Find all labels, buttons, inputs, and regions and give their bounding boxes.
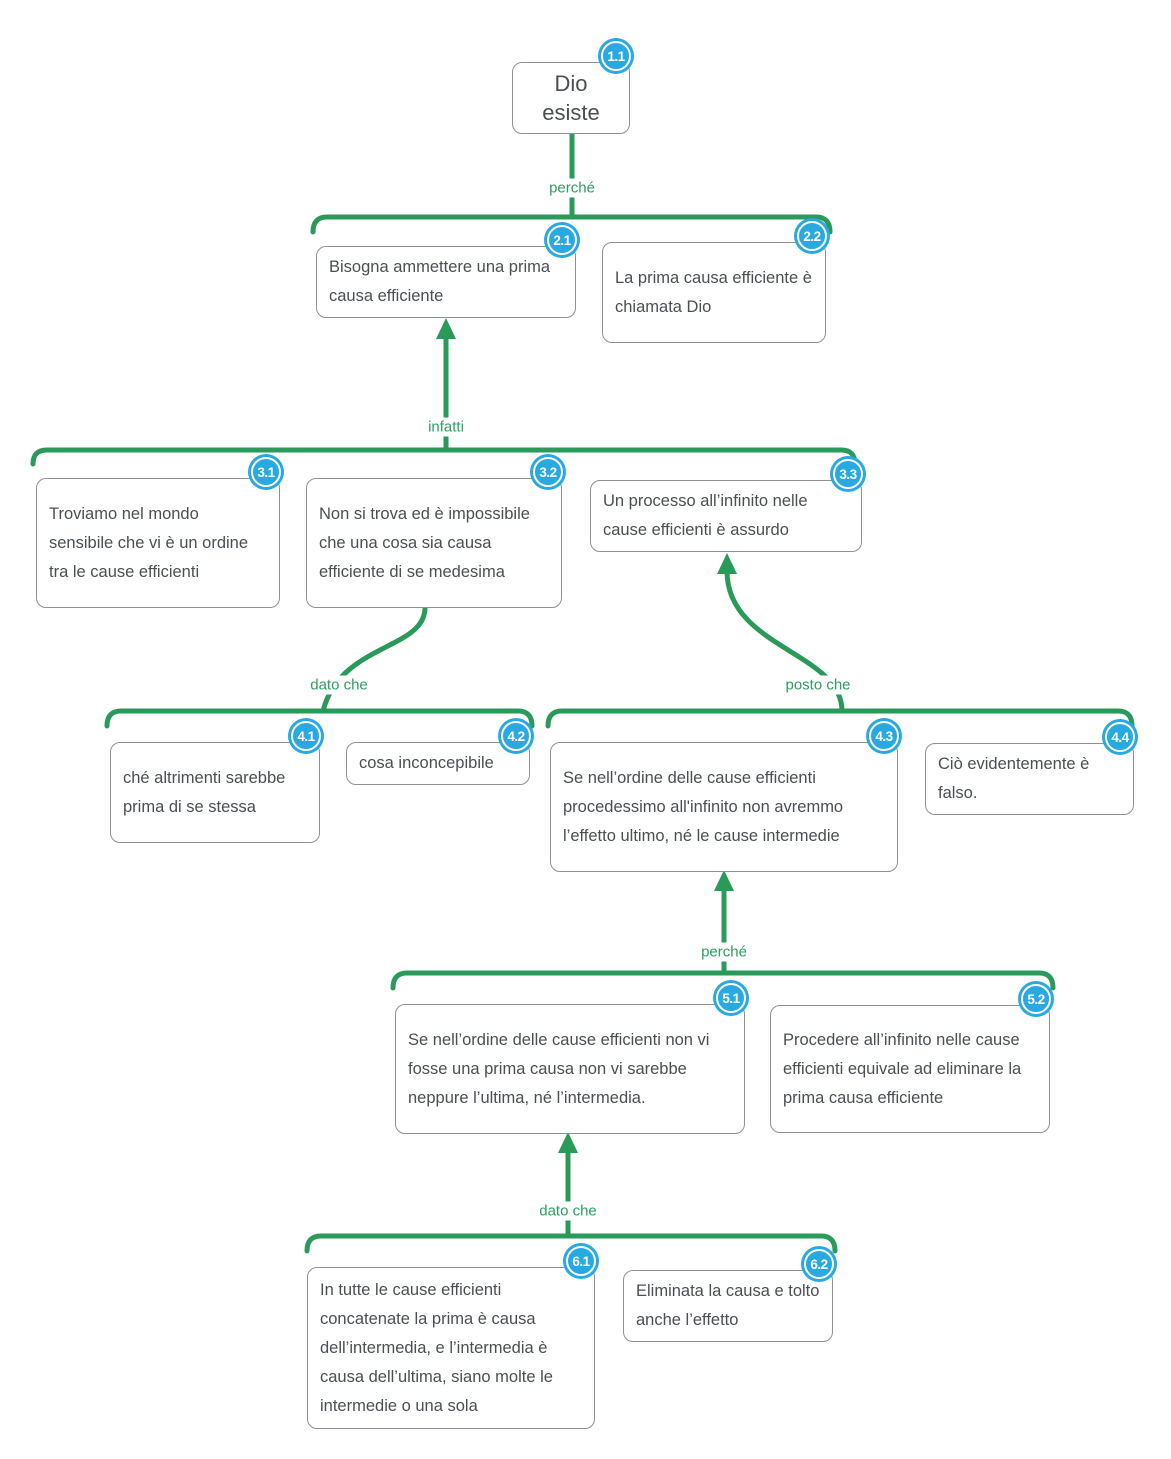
node-6-1-text: In tutte le cause efficienti concatenate la prima è causa dell’intermedia, e l’intermedia è causa dell’ultima, siano molte le intermedie o una sola xyxy=(320,1280,553,1415)
arrowhead-to-5-1 xyxy=(558,1132,578,1153)
node-5-1-text: Se nell’ordine delle cause efficienti non vi fosse una prima causa non vi sarebbe neppure l’ultima, né l’intermedia. xyxy=(408,1030,710,1107)
node-2-1-text: Bisogna ammettere una prima causa efficiente xyxy=(329,258,551,305)
node-2-1[interactable] xyxy=(316,232,576,318)
curve-dato-che-1 xyxy=(323,609,425,711)
arrowhead-to-2-1 xyxy=(436,318,456,339)
arrowhead-to-4-3 xyxy=(714,870,734,891)
node-4-2-text: cosa inconcepibile xyxy=(359,754,494,772)
node-5-2-badge: 5.2 xyxy=(1021,984,1051,1014)
arrowhead-to-3-3 xyxy=(717,553,737,574)
node-4-3[interactable] xyxy=(550,728,898,872)
node-4-2-badge: 4.2 xyxy=(501,721,531,751)
node-6-1-badge: 6.1 xyxy=(566,1246,596,1276)
node-1-1-badge: 1.1 xyxy=(601,41,631,71)
node-3-1-badge: 3.1 xyxy=(251,457,281,487)
node-2-2-text: La prima causa efficiente è chiamata Dio xyxy=(615,268,812,316)
node-1-1-text: Dio esiste xyxy=(542,71,600,125)
bracket-row4-left xyxy=(107,711,532,726)
node-6-2-text: Eliminata la causa e tolto anche l’effetto xyxy=(636,1282,820,1329)
node-4-1-text: ché altrimenti sarebbe prima di se stessa xyxy=(123,768,286,816)
node-1-1[interactable] xyxy=(512,48,630,134)
node-4-2[interactable] xyxy=(346,728,530,785)
node-3-3-text: Un processo all’infinito nelle cause efficienti è assurdo xyxy=(603,492,808,539)
node-6-2-badge: 6.2 xyxy=(804,1249,834,1279)
node-6-1[interactable] xyxy=(307,1253,595,1429)
node-4-4[interactable] xyxy=(925,729,1134,815)
node-4-3-badge: 4.3 xyxy=(869,721,899,751)
node-4-4-text: Ciò evidentemente è falso. xyxy=(938,755,1090,802)
connector-label-dato-che-1: dato che xyxy=(306,676,372,695)
node-3-1-text: Troviamo nel mondo sensibile che vi è un ordine tra le cause efficienti xyxy=(49,504,249,581)
connector-label-posto-che: posto che xyxy=(781,676,854,695)
node-6-2[interactable] xyxy=(623,1256,833,1342)
node-3-1[interactable] xyxy=(36,464,280,608)
node-4-1[interactable] xyxy=(110,728,320,843)
connector-label-perche-1: perché xyxy=(545,179,599,198)
node-3-3-badge: 3.3 xyxy=(833,459,863,489)
bracket-row3 xyxy=(33,450,855,464)
node-2-1-badge: 2.1 xyxy=(547,225,577,255)
node-2-2[interactable] xyxy=(602,228,826,343)
connector-label-perche-2: perché xyxy=(697,943,751,962)
bracket-row4-right xyxy=(548,711,1132,726)
connector-label-dato-che-2: dato che xyxy=(535,1202,601,1221)
node-2-2-badge: 2.2 xyxy=(797,221,827,251)
node-3-2-badge: 3.2 xyxy=(533,457,563,487)
node-3-3[interactable] xyxy=(590,466,862,552)
node-4-1-badge: 4.1 xyxy=(291,721,321,751)
connector-label-infatti: infatti xyxy=(424,418,468,437)
node-5-2-text: Procedere all’infinito nelle cause efficienti equivale ad eliminare la prima causa efficiente xyxy=(783,1030,1022,1107)
node-3-2-text: Non si trova ed è impossibile che una cosa sia causa efficiente di se medesima xyxy=(319,504,530,581)
node-4-4-badge: 4.4 xyxy=(1105,722,1135,752)
node-4-3-text: Se nell’ordine delle cause efficienti procedessimo all'infinito non avremmo l’effetto ultimo, né le cause intermedie xyxy=(563,768,844,845)
node-3-2[interactable] xyxy=(306,464,562,608)
node-5-2[interactable] xyxy=(770,991,1050,1133)
node-5-1-badge: 5.1 xyxy=(716,983,746,1013)
node-5-1[interactable] xyxy=(395,990,745,1134)
